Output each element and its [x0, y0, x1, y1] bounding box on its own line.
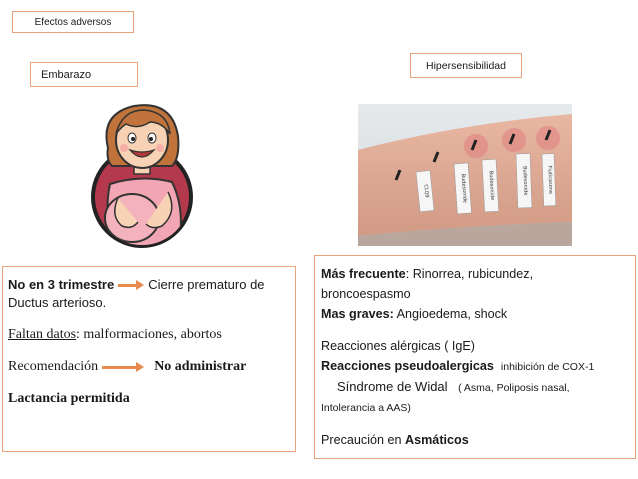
mas-graves-label: Mas graves: — [321, 307, 394, 321]
hipersensibilidad-info-box — [314, 255, 636, 459]
widal-detail: ( Asma, Poliposis nasal, — [458, 382, 570, 394]
mas-frecuente-label: Más frecuente — [321, 267, 406, 281]
arm-label-5: Fluticasone — [546, 165, 554, 195]
faltan-datos-label: Faltan datos — [8, 327, 77, 342]
faltan-datos-line — [8, 326, 291, 344]
no-tercer-trimestre: No en 3 trimestre — [8, 277, 115, 292]
pseudoalergicas-label: Reacciones pseudoalergicas — [321, 359, 494, 373]
right-arrow-icon — [102, 362, 144, 372]
trimestre-line — [8, 276, 291, 294]
precaucion-line — [321, 430, 631, 450]
skin-prick-test-photo — [358, 104, 572, 246]
arm-label-2: Budesonide — [459, 173, 468, 204]
asmaticos: Asmáticos — [405, 433, 469, 447]
mas-frecuente-line — [321, 264, 631, 284]
right-arrow-icon — [118, 280, 144, 290]
mas-graves-detail: Angioedema, shock — [393, 307, 508, 321]
embarazo-info-box — [2, 266, 296, 452]
efectos-adversos-text: Efectos adversos — [34, 16, 112, 28]
sindrome-widal: Síndrome de Widal — [337, 379, 448, 394]
cox1-inhibition: inhibición de COX-1 — [500, 361, 595, 373]
mas-frecuente-detail: : Rinorrea, rubicundez, — [405, 267, 534, 281]
embarazo-label — [30, 62, 138, 87]
precaucion-label: Precaución en — [321, 433, 406, 447]
arm-label-4: Budesonide — [521, 165, 529, 196]
pregnant-woman-illustration — [82, 100, 200, 248]
recomendacion-label: Recomendación — [8, 359, 99, 374]
efectos-adversos-label — [12, 11, 134, 33]
intolerancia-aas: Intolerancia a AAS) — [321, 402, 411, 414]
faltan-datos-detail: : malformaciones, abortos — [76, 327, 222, 342]
hipersensibilidad-text: Hipersensibilidad — [426, 59, 506, 72]
cierre-ductus: Cierre prematuro de — [148, 277, 265, 292]
pseudoalergicas-line — [321, 356, 631, 377]
widal-line — [321, 377, 631, 398]
lactancia-permitida: Lactancia permitida — [8, 391, 130, 406]
broncoespasmo: broncoespasmo — [321, 287, 411, 301]
recomendacion-line — [8, 358, 291, 376]
arm-label-1: CLQ9 — [422, 184, 430, 199]
ductus-line: Ductus arterioso. — [8, 295, 107, 310]
no-administrar: No administrar — [154, 359, 247, 374]
reacciones-alergicas: Reacciones alérgicas ( IgE) — [321, 339, 475, 353]
hipersensibilidad-label — [410, 53, 522, 78]
mas-graves-line — [321, 304, 631, 324]
embarazo-text: Embarazo — [41, 68, 92, 81]
arm-label-3: Budesonide — [487, 170, 496, 201]
